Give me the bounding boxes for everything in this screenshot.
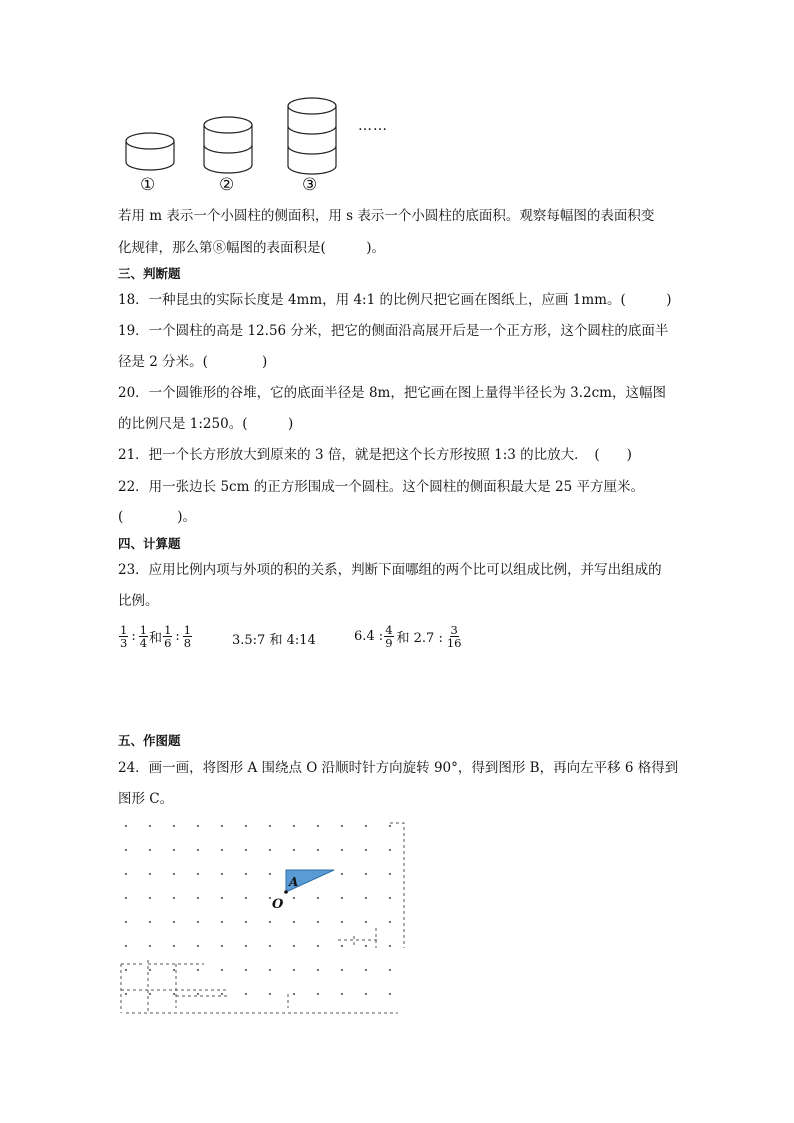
- grid-dot: [197, 969, 199, 971]
- q24-line-1: 24．画一画，将图形 A 围绕点 O 沿顺时针方向旋转 90°，得到图形 B，再向左平移 6 格得到: [118, 760, 679, 776]
- grid-partial-line: [390, 823, 404, 948]
- grid-dot: [173, 993, 175, 995]
- q22-line-1: 22．用一张边长 5cm 的正方形围成一个圆柱。这个圆柱的侧面积最大是 25 平方厘米。: [118, 479, 644, 495]
- expr3-middle: 和 2.7 :: [396, 631, 443, 646]
- grid-dot: [125, 825, 127, 827]
- grid-dot: [269, 825, 271, 827]
- grid-dot: [317, 897, 319, 899]
- numerator: 4: [385, 623, 393, 637]
- grid-dot: [197, 825, 199, 827]
- grid-dot: [149, 897, 151, 899]
- grid-dot: [365, 969, 367, 971]
- grid-dot: [269, 945, 271, 947]
- grid-dot: [245, 897, 247, 899]
- grid-dot: [221, 945, 223, 947]
- grid-dot: [317, 969, 319, 971]
- grid-dot: [341, 945, 343, 947]
- grid-dot: [365, 993, 367, 995]
- grid-dot: [245, 993, 247, 995]
- numerator: 1: [164, 623, 172, 637]
- grid-dot: [317, 849, 319, 851]
- denominator: 9: [385, 636, 393, 650]
- fraction: [139, 624, 148, 649]
- grid-dot: [221, 825, 223, 827]
- grid-dot: [293, 897, 295, 899]
- grid-dot: [125, 849, 127, 851]
- q23-expr-3: [354, 624, 463, 649]
- cylinder-stack-3: [288, 98, 336, 174]
- grid-dot: [341, 897, 343, 899]
- grid-dot: [317, 945, 319, 947]
- grid-dot: [173, 873, 175, 875]
- grid-dot: [389, 945, 391, 947]
- numerator: 3: [450, 623, 458, 637]
- grid-dot: [221, 993, 223, 995]
- grid-dot: [221, 921, 223, 923]
- grid-dot: [173, 921, 175, 923]
- grid-dot: [149, 921, 151, 923]
- grid-dot: [245, 825, 247, 827]
- point-o-label: O: [272, 897, 284, 912]
- ratio-colon: :: [175, 629, 180, 644]
- grid-dot: [197, 873, 199, 875]
- grid-dot: [173, 945, 175, 947]
- grid-dot: [341, 993, 343, 995]
- grid-dot: [365, 921, 367, 923]
- fraction: [446, 624, 463, 649]
- grid-dot: [293, 993, 295, 995]
- grid-dot: [389, 849, 391, 851]
- grid-dot: [221, 969, 223, 971]
- fraction: [384, 624, 393, 649]
- grid-dot: [389, 825, 391, 827]
- q23-line-1: 23．应用比例内项与外项的积的关系，判断下面哪组的两个比可以组成比例，并写出组成的: [118, 562, 662, 578]
- grid-dot: [269, 873, 271, 875]
- grid-dot: [197, 993, 199, 995]
- grid-dot: [245, 945, 247, 947]
- q19-line-1: 19．一个圆柱的高是 12.56 分米，把它的侧面沿高展开后是一个正方形，这个圆柱的底面半: [118, 323, 669, 339]
- grid-dot: [389, 897, 391, 899]
- grid-dot: [173, 825, 175, 827]
- fraction: [163, 624, 172, 649]
- q20-line-2: 的比例尺是 1:250。( ): [118, 416, 294, 432]
- denominator: 6: [164, 636, 172, 650]
- q24-line-2: 图形 C。: [118, 791, 174, 807]
- cylinder-stack-2: [204, 117, 252, 173]
- grid-dot: [341, 969, 343, 971]
- grid-dot: [389, 969, 391, 971]
- grid-dots: [125, 825, 391, 995]
- fraction: [119, 624, 128, 649]
- shape-a-label: A: [289, 875, 299, 889]
- grid-dot: [365, 825, 367, 827]
- grid-dot: [173, 969, 175, 971]
- grid-dot: [317, 921, 319, 923]
- grid-dot: [269, 897, 271, 899]
- denominator: 16: [446, 636, 462, 650]
- grid-dot: [269, 993, 271, 995]
- denominator: 4: [139, 636, 148, 650]
- grid-dot: [365, 849, 367, 851]
- grid-dot: [221, 849, 223, 851]
- grid-dot: [173, 897, 175, 899]
- grid-dot: [149, 993, 151, 995]
- q19-line-2: 径是 2 分米。( ): [118, 354, 268, 370]
- grid-dot: [245, 969, 247, 971]
- grid-dot: [245, 873, 247, 875]
- grid-dot: [125, 873, 127, 875]
- section-4-heading: 四、计算题: [118, 536, 181, 551]
- grid-dot: [293, 921, 295, 923]
- q18-line-1: 18．一种昆虫的实际长度是 4mm，用 4:1 的比例尺把它画在图纸上，应画 1mm。( ): [118, 292, 672, 308]
- grid-dot: [149, 969, 151, 971]
- grid-dot: [125, 993, 127, 995]
- grid-dot: [197, 945, 199, 947]
- ratio-colon: :: [131, 629, 136, 644]
- ellipsis: ……: [358, 118, 388, 134]
- grid-dot: [149, 849, 151, 851]
- grid-dot: [317, 825, 319, 827]
- q23-line-2: 比例。: [118, 593, 159, 609]
- grid-dot: [149, 825, 151, 827]
- grid-dot: [269, 849, 271, 851]
- grid-dot: [245, 849, 247, 851]
- figure-label-1: ①: [140, 175, 156, 195]
- grid-dot: [389, 921, 391, 923]
- grid-dot: [125, 969, 127, 971]
- q22-line-2: ( )。: [118, 509, 197, 525]
- grid-dot: [197, 897, 199, 899]
- grid-dot: [245, 921, 247, 923]
- grid-dot: [365, 873, 367, 875]
- cylinder-stacks-figure: [118, 95, 418, 200]
- grid-dot: [149, 873, 151, 875]
- q23-expr-1: [118, 624, 193, 649]
- grid-dot: [293, 969, 295, 971]
- grid-dot: [293, 825, 295, 827]
- grid-dot: [389, 993, 391, 995]
- grid-dot: [341, 921, 343, 923]
- section-3-heading: 三、判断题: [118, 266, 181, 281]
- grid-figure: [118, 818, 418, 1023]
- grid-dot: [149, 945, 151, 947]
- q17-line-1: 若用 m 表示一个小圆柱的侧面积，用 s 表示一个小圆柱的底面积。观察每幅图的表面积变: [118, 208, 655, 224]
- denominator: 3: [120, 636, 128, 650]
- grid-dot: [341, 825, 343, 827]
- grid-dot: [125, 897, 127, 899]
- fraction: [183, 624, 192, 649]
- grid-dot: [125, 921, 127, 923]
- q17-line-2: 化规律，那么第⑧幅图的表面积是( )。: [118, 240, 386, 256]
- cylinder-stack-1: [126, 133, 174, 170]
- grid-dot: [125, 945, 127, 947]
- grid-dot: [317, 993, 319, 995]
- grid-dot: [389, 873, 391, 875]
- q21-line-1: 21．把一个长方形放大到原来的 3 倍，就是把这个长方形按照 1:3 的比放大． ( ): [118, 447, 632, 463]
- expr3-prefix: 6.4 :: [354, 629, 384, 644]
- figure-label-2: ②: [219, 175, 235, 195]
- grid-dot: [293, 849, 295, 851]
- grid-dot: [269, 921, 271, 923]
- grid-partial-lines: [121, 823, 404, 1013]
- grid-dot: [341, 873, 343, 875]
- and-word: 和: [149, 631, 163, 646]
- grid-dot: [221, 873, 223, 875]
- grid-dot: [173, 849, 175, 851]
- q20-line-1: 20．一个圆锥形的谷堆，它的底面半径是 8m，把它画在图上量得半径长为 3.2cm，这幅图: [118, 385, 666, 401]
- grid-dot: [293, 945, 295, 947]
- point-o-marker: [284, 890, 288, 894]
- grid-dot: [365, 945, 367, 947]
- denominator: 8: [183, 636, 192, 650]
- grid-dot: [341, 849, 343, 851]
- numerator: 1: [120, 623, 128, 637]
- q23-expr-2: 3.5:7 和 4:14: [232, 633, 316, 648]
- grid-dot: [365, 897, 367, 899]
- numerator: 1: [139, 623, 148, 637]
- numerator: 1: [183, 623, 192, 637]
- grid-dot: [221, 897, 223, 899]
- figure-label-3: ③: [302, 175, 318, 195]
- grid-dot: [197, 921, 199, 923]
- grid-dot: [197, 849, 199, 851]
- grid-dot: [269, 969, 271, 971]
- section-5-heading: 五、作图题: [118, 733, 181, 748]
